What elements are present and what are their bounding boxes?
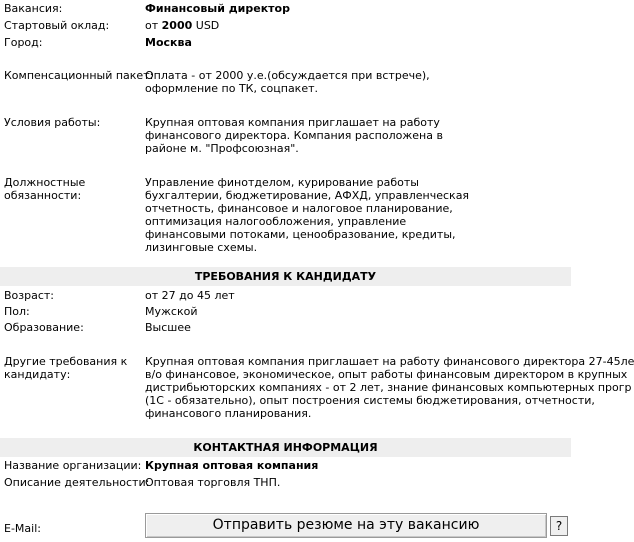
salary-label: Стартовый оклад: [4,19,110,32]
compensation-label: Компенсационный пакет: [4,69,154,82]
conditions-line: финансового директора. Компания расположена в [145,129,443,142]
org-label: Название организации: [4,459,142,472]
city-label: Город: [4,36,43,49]
duties-label [4,176,85,202]
activity-label: Описание деятельности: [4,476,150,489]
duties-label-line: обязанности: [4,189,82,202]
salary-currency: USD [195,19,220,32]
activity-value: Оптовая торговля ТНП. [145,476,281,489]
conditions-line: районе м. "Профсоюзная". [145,142,299,155]
contacts-header: КОНТАКТНАЯ ИНФОРМАЦИЯ [0,438,571,457]
salary-prefix: от [145,19,159,32]
age-value: от 27 до 45 лет [145,289,235,302]
salary-value [145,19,219,32]
duties-line: финансовыми потоками, ценообразование, кредиты, [145,228,456,241]
conditions-value [145,116,443,155]
education-label: Образование: [4,321,84,334]
salary-amount: 2000 [161,19,193,32]
other-requirements-label-line: Другие требования к [4,355,128,368]
other-requirements-line: в/о финансовое, экономическое, опыт работы финансовым директором в крупных [145,368,628,381]
conditions-line: Крупная оптовая компания приглашает на работу [145,116,440,129]
position-label: Вакансия: [4,2,63,15]
other-requirements-label-line: кандидату: [4,368,71,381]
duties-line: лизинговые схемы. [145,241,258,254]
other-requirements-value [145,355,634,420]
other-requirements-label [4,355,127,381]
duties-line: оптимизация налогообложения, управление [145,215,407,228]
other-requirements-line: Крупная оптовая компания приглашает на работу финансового директора 27-45ле [145,355,634,368]
duties-value [145,176,469,254]
duties-label-line: Должностные [4,176,86,189]
org-value: Крупная оптовая компания [145,459,319,472]
gender-value: Мужской [145,305,198,318]
age-label: Возраст: [4,289,55,302]
requirements-header: ТРЕБОВАНИЯ К КАНДИДАТУ [0,267,571,286]
duties-line: бухгалтерии, бюджетирование, АФХД, управленческая [145,189,470,202]
send-resume-button[interactable]: Отправить резюме на эту вакансию [145,513,547,538]
compensation-line: оформление по ТК, соцпакет. [145,82,319,95]
email-label: E-Mail: [4,522,41,535]
other-requirements-line: (1С - обязательно), опыт построения системы бюджетирования, отчетности, [145,394,595,407]
help-button[interactable]: ? [550,516,568,536]
other-requirements-line: финансового планирования. [145,407,312,420]
city-value: Москва [145,36,192,49]
education-value: Высшее [145,321,191,334]
position-value: Финансовый директор [145,2,290,15]
other-requirements-line: дистрибьюторских компаниях - от 2 лет, знание финансовых компьютерных прогр [145,381,632,394]
gender-label: Пол: [4,305,30,318]
duties-line: отчетность, финансовое и налоговое планирование, [145,202,453,215]
compensation-line: Оплата - от 2000 у.е.(обсуждается при встрече), [145,69,430,82]
compensation-value [145,69,430,95]
duties-line: Управление финотделом, курирование работы [145,176,419,189]
conditions-label: Условия работы: [4,116,101,129]
